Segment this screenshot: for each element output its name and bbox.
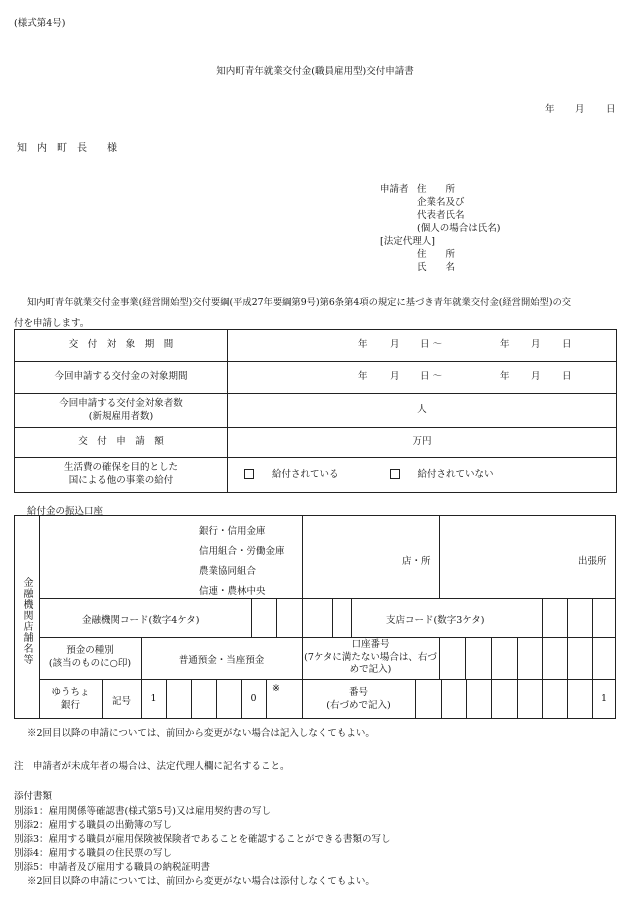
bank-note: ※2回目以降の申請については、前回から変更がない場合は記入しなくてもよい。 [27,728,375,739]
row-other-benefit [15,458,617,493]
page-title: 知内町青年就業交付金(職員雇用型)交付申請書 [216,66,414,77]
applicant-individual-note: (個人の場合は氏名) [417,223,501,234]
bank-type-2: 信用組合・労働金庫 [199,546,285,557]
other-label-line1: 生活費の確保を目的とした [63,462,178,474]
target-label-line1: 今回申請する交付金対象者数 [59,397,183,409]
attachment-item: 別添4：雇用する職員の住民票の写し [14,848,173,859]
bank-type-3: 農業協同組合 [199,566,257,577]
option-received-label: 給付されている [272,468,339,480]
attachment-item: 別添1：雇用関係等確認書(様式第5号)又は雇用契約書の写し [14,806,272,817]
other-label-line2: 国による他の事業の給付 [68,475,174,486]
account-no-line3: めで記入) [349,664,392,675]
yucho-label [39,686,102,712]
agent-address-label: 住 所 [417,249,456,260]
addressee: 知 内 町 長 様 [17,143,117,154]
current-m2: 月 [531,370,541,382]
kigou-last-digit: 0 [250,693,257,704]
application-table [14,329,617,493]
branch-main-label: 店・所 [402,556,431,567]
legal-agent-label: [法定代理人] [380,236,435,247]
current-d2: 日 [562,370,572,382]
date-day: 日 [606,104,616,115]
target-count-label [15,394,228,428]
yucho-line1: ゆうちょ [51,687,90,698]
row-period [15,330,617,362]
branch-sub-label: 出張所 [578,556,607,567]
agent-name-label: 氏 名 [417,262,456,273]
persons-unit: 人 [417,404,427,416]
bangou-line1: 番号 [348,687,368,698]
date-month: 月 [575,104,585,115]
period-label: 交 付 対 象 期 間 [15,330,228,362]
deposit-type-line2: (該当のものに○印) [48,658,132,669]
period-y2: 年 [500,338,510,350]
current-period-label: 今回申請する交付金の対象期間 [15,362,228,394]
attachment-item: 別添3：雇用する職員が雇用保険被保険者であることを確認することができる書類の写し [14,834,391,845]
intro-text-line1: 知内町青年就業交付金事業(経営開始型)交付要綱(平成27年要綱第9号)第6条第4項の規定に基づき青年就業交付金(経営開始型)の交 [27,297,572,308]
attachment-item: 別添5：申請者及び雇用する職員の納税証明書 [14,862,211,873]
target-label-line2: (新規雇用者数) [88,410,154,422]
applicant-address-label: 住 所 [417,184,456,195]
yucho-line2: 銀行 [60,700,80,711]
bank-type-1: 銀行・信用金庫 [199,526,266,537]
intro-text-line2: 付を申請します。 [14,318,90,329]
kigou-label: 記号 [111,696,131,707]
deposit-kind[interactable]: 普通預金・当座預金 [178,655,265,666]
date-year: 年 [545,104,555,115]
deposit-type-label [39,644,141,670]
target-count-value[interactable] [228,394,617,428]
period-m1: 月 [390,338,400,350]
period-y1: 年 [358,338,368,350]
applicant-representative-label: 代表者氏名 [417,210,465,221]
amount-unit: 万円 [412,436,432,448]
current-period-value[interactable] [228,362,617,394]
bank-code-label: 金融機関コード(数字4ケタ) [82,615,200,626]
applicant-label: 申請者 [380,184,409,195]
period-d1: 日 ～ [420,338,443,350]
branch-code-label: 支店コード(数字3ケタ) [386,615,485,626]
kome-mark: ※ [272,683,280,694]
option-not-received-label: 給付されていない [417,468,494,480]
account-no-line2: (7ケタに満たない場合は、右づ [304,651,437,663]
current-y2: 年 [500,370,510,382]
period-d2: 日 [562,338,572,350]
current-d1: 日 ～ [420,370,443,382]
attachment-item: 別添2：雇用する職員の出勤簿の写し [14,820,173,831]
amount-value[interactable] [228,428,617,458]
account-number-label [302,639,439,677]
applicant-company-label: 企業名及び [417,197,465,208]
current-m1: 月 [390,370,400,382]
kigou-first-digit: 1 [150,693,157,704]
deposit-type-line1: 預金の種別 [66,645,114,656]
checkbox-received[interactable] [244,469,254,479]
bangou-line2: (右づめで記入) [326,700,391,711]
bank-side-label: 金融機関店舗名等 [21,577,32,665]
row-amount [15,428,617,458]
other-benefit-label [15,458,228,493]
period-value[interactable] [228,330,617,362]
bangou-last-digit: 1 [600,693,608,704]
row-target-count [15,394,617,428]
account-no-line1: 口座番号 [351,639,390,650]
period-m2: 月 [531,338,541,350]
bangou-label [302,686,415,712]
form-number: (様式第4号) [14,18,66,29]
amount-label: 交 付 申 請 額 [15,428,228,458]
caution-note: 注 申請者が未成年者の場合は、法定代理人欄に記名すること。 [14,761,290,772]
other-benefit-options [228,458,617,493]
row-current-period [15,362,617,394]
attachments-note: ※2回目以降の申請については、前回から変更がない場合は添付しなくてもよい。 [27,876,375,887]
current-y1: 年 [358,370,368,382]
bank-type-4: 信連・農林中央 [199,586,266,597]
checkbox-not-received[interactable] [390,469,400,479]
attachments-title: 添付書類 [14,791,53,802]
bank-table [14,515,616,719]
bank-section-title: 給付金の振込口座 [27,506,104,517]
